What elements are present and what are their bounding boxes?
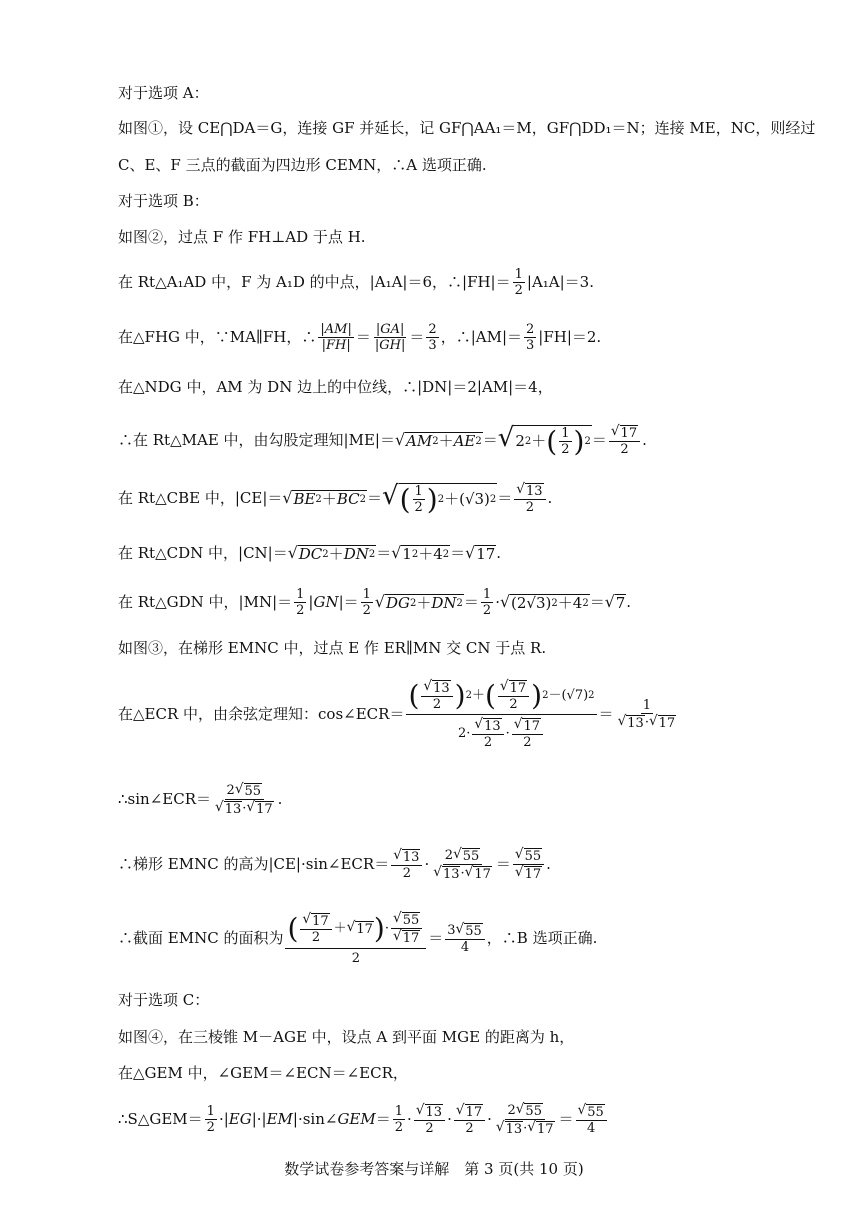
fraction: $\frac{1}{2}$ — [482, 587, 492, 618]
fraction: $\frac{2}{3}$ — [428, 322, 437, 353]
fraction: $\frac{1}{2}$ — [394, 1104, 404, 1135]
sqrt: √ ( $\frac{1}{2}$ ) 2 ＋(√3) 2 — [381, 481, 497, 516]
sqrt: √ (2√3) 2 ＋4 2 — [499, 592, 589, 612]
fraction: √ 13 2 — [514, 483, 545, 514]
paragraph-text: 如图②，过点 F 作 FH⊥AD 于点 H. — [118, 228, 366, 246]
fraction: √ 13 2 — [391, 849, 422, 880]
fraction: √ 17 2 — [454, 1104, 485, 1135]
sqrt: √ 2 2 ＋ ( $\frac{1}{2}$ ) 2 — [497, 423, 591, 458]
paragraph-text: |FH|＝2. — [538, 328, 602, 346]
paragraph-text: 在△GEM 中，∠GEM＝∠ECN＝∠ECR， — [118, 1064, 408, 1082]
text-line — [118, 380, 553, 395]
paragraph-text: ，∴B 选项正确. — [486, 929, 598, 947]
sqrt: √ 17 — [465, 543, 496, 563]
fraction: √ 17 2 — [609, 425, 640, 456]
paragraph-text: 在△ECR 中，由余弦定理知：cos∠ECR＝ — [118, 705, 405, 723]
text-line — [118, 194, 209, 209]
math-line: ∴梯形 EMNC 的高为|CE|·sin∠ECR＝ √ 13 2 · 2 √ 55 √ 13 · √ 17 ＝ √ 55 √ 17 . — [118, 846, 551, 882]
fraction: √ 55 4 — [576, 1104, 607, 1135]
math-line: 在 Rt△CBE 中，|CE|＝ √ BE 2 ＋ BC 2 ＝ √ ( $\frac{1}{2}$ ) 2 ＋(√3) 2 ＝ √ 13 2 . — [118, 481, 553, 516]
paragraph-text: 在 Rt△GDN 中，|MN|＝ — [118, 593, 293, 611]
paragraph-text: 如图③，在梯形 EMNC 中，过点 E 作 ER∥MN 交 CN 于点 R. — [118, 639, 547, 657]
fraction: 2 √ 55 √ 13 · √ 17 — [495, 1101, 554, 1137]
section-heading-b: 对于选项 B： — [118, 192, 209, 210]
text-line — [118, 1066, 408, 1081]
fraction: | GA | | GH | — [374, 322, 406, 353]
fraction: 2 √ 55 √ 13 · √ 17 — [433, 846, 491, 882]
page-footer: 数学试卷参考答案与详解 第 3 页(共 10 页) — [284, 1160, 584, 1178]
paragraph-text: ∴sin∠ECR＝ — [118, 790, 211, 808]
math-line: ∴截面 EMNC 的面积为 ( √ 17 2 ＋ √ 17 ) · √ 55 √ 17 2 ＝ 3 √ 55 4 ，∴B 选项正确. — [118, 910, 598, 966]
paragraph-text: ∴截面 EMNC 的面积为 — [118, 929, 284, 947]
sqrt: √ 7 — [604, 592, 626, 612]
math-line: 在△FHG 中，∵MA∥FH，∴ | AM | | FH | ＝ | GA | | GH | ＝ $\frac{2}{3}$ ，∴|AM|＝ $\frac{2}{3}$ |FH|＝2. — [118, 322, 602, 353]
sqrt: √ DG 2 ＋ DN 2 — [374, 592, 463, 612]
paragraph-text: ∴在 Rt△MAE 中，由勾股定理知|ME|＝ — [118, 431, 395, 449]
section-heading-c: 对于选项 C： — [118, 991, 210, 1009]
paragraph-text: ∴S△GEM＝ — [118, 1110, 203, 1128]
fraction: | AM | | FH | — [320, 322, 352, 353]
fraction: $\frac{2}{3}$ — [526, 322, 535, 353]
paragraph-text: ，∴|AM|＝ — [440, 328, 523, 346]
fraction: 1 √ 13 · √ 17 — [617, 698, 676, 731]
sqrt: √ AM 2 ＋ AE 2 — [394, 430, 482, 450]
math-line: ∴在 Rt△MAE 中，由勾股定理知|ME|＝ √ AM 2 ＋ AE 2 ＝ √ 2 2 ＋ ( $\frac{1}{2}$ ) 2 ＝ √ 17 2 . — [118, 423, 647, 458]
text-line — [118, 1030, 574, 1045]
paragraph-text: C、E、F 三点的截面为四边形 CEMN，∴A 选项正确. — [118, 156, 487, 174]
paragraph-text: 在△FHG 中，∵MA∥FH，∴ — [118, 328, 317, 346]
paragraph-text: 如图①，设 CE⋂DA＝G，连接 GF 并延长，记 GF⋂AA₁＝M，GF⋂DD₁＝N；连接 ME，NC，则经过 — [118, 119, 816, 137]
paragraph-text: ∴梯形 EMNC 的高为|CE|·sin∠ECR＝ — [118, 855, 390, 873]
paragraph-text: 在△NDG 中，AM 为 DN 边上的中位线，∴|DN|＝2|AM|＝4， — [118, 378, 553, 396]
text-line — [118, 86, 209, 101]
paragraph-text: 如图④，在三棱锥 M－AGE 中，设点 A 到平面 MGE 的距离为 h， — [118, 1028, 575, 1046]
math-line — [118, 268, 594, 297]
fraction: √ 55 √ 17 — [513, 848, 544, 881]
sqrt: √ DC 2 ＋ DN 2 — [287, 543, 376, 563]
fraction: $\frac{1}{2}$ — [514, 267, 523, 298]
sqrt: √ 1 2 ＋4 2 — [391, 543, 450, 563]
paragraph-text: 在 Rt△A₁AD 中，F 为 A₁D 的中点，|A₁A|＝6，∴|FH|＝ — [118, 273, 511, 291]
sqrt: √ BE 2 ＋ BC 2 — [282, 488, 366, 508]
fraction: $\frac{1}{2}$ — [296, 587, 305, 618]
text-line — [118, 121, 815, 136]
paragraph-text: |A₁A|＝3. — [526, 273, 594, 291]
text-line — [118, 641, 546, 656]
paragraph-text: 在 Rt△CBE 中，|CE|＝ — [118, 489, 283, 507]
section-heading-a: 对于选项 A： — [118, 84, 209, 102]
text-line — [118, 993, 209, 1008]
fraction: 2 √ 55 √ 13 · √ 17 — [215, 781, 273, 817]
fraction: ( √ 13 2 ) 2 ＋ ( √ 17 2 ) 2 －(√7) 2 2· √ 13 2 · √ 17 2 — [408, 678, 595, 750]
fraction: 3 √ 55 4 — [445, 923, 485, 954]
fraction: $\frac{1}{2}$ — [206, 1104, 215, 1135]
paragraph-text: 在 Rt△CDN 中，|CN|＝ — [118, 544, 288, 562]
math-line: 在△ECR 中，由余弦定理知：cos∠ECR＝ ( √ 13 2 ) 2 ＋ ( √ 17 2 ) 2 －(√7) 2 2· √ 13 2 · √ 17 2 ＝ 1 √ 13 · √ 17 — [118, 680, 680, 749]
fraction: √ 13 2 — [414, 1104, 445, 1135]
math-line: 在 Rt△CDN 中，|CN|＝ √ DC 2 ＋ DN 2 ＝ √ 1 2 ＋4 2 ＝ √ 17 . — [118, 543, 502, 563]
math-line: ∴S△GEM＝ $\frac{1}{2}$ ·|EG|·|EM|·sin∠GEM＝ $\frac{1}{2}$ · √ 13 2 · √ 17 2 · 2 √ 55 √ 13 · √ 17 ＝ √ 55 4 — [118, 1103, 609, 1136]
fraction: ( √ 17 2 ＋ √ 17 ) · √ 55 √ 17 2 — [285, 912, 426, 965]
text-line — [118, 158, 487, 173]
text-line — [118, 230, 366, 245]
math-line: ∴sin∠ECR＝ 2 √ 55 √ 13 · √ 17 . — [118, 781, 283, 817]
fraction: $\frac{1}{2}$ — [362, 587, 371, 618]
math-line: 在 Rt△GDN 中，|MN|＝ $\frac{1}{2}$ |GN|＝ $\frac{1}{2}$ √ DG 2 ＋ DN 2 ＝ $\frac{1}{2}$ · √ (2√3) 2 ＋4 2 ＝ √ 7 . — [118, 587, 632, 618]
